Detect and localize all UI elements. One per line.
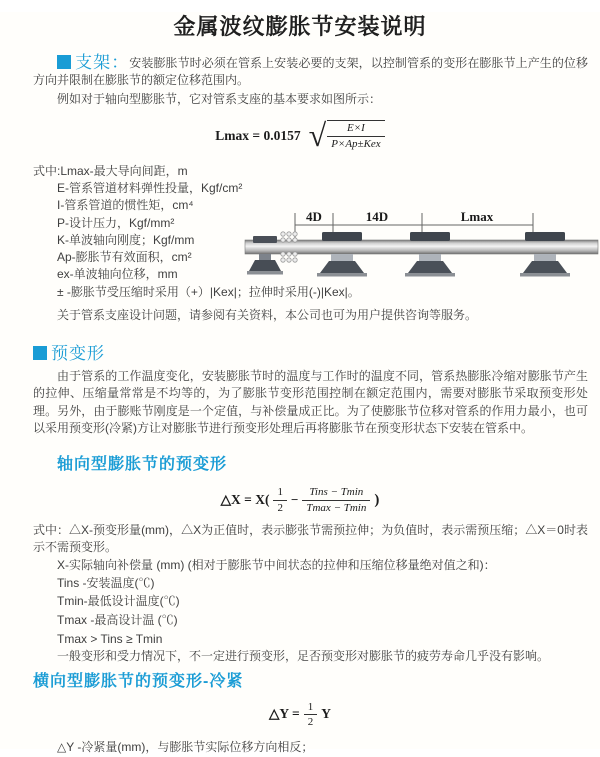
- lateral-note-line: △Y -冷紧量(mm)，与膨胀节实际位移方向相反；: [57, 740, 314, 755]
- support-intro-text: 安装膨胀节时必须在管系上安装必要的支架，以控制管系的变形在膨胀节上产生的位移方向并限制在膨胀节的额定位移范围内。: [33, 56, 588, 88]
- section-bullet-icon: [33, 346, 47, 360]
- temp-denominator: Tmax − Tmin: [302, 500, 370, 515]
- support-note-line: 关于管系支座设计问题，请参阅有关资料，本公司也可为用户提供咨询等服务。: [57, 307, 478, 322]
- support-intro-paragraph: [33, 54, 588, 89]
- formula-var-Ap: Ap-膨胀节有效面积，cm²: [57, 250, 192, 265]
- pipe-support-diagram: [243, 205, 600, 283]
- support-section-label: 支架：: [75, 53, 130, 72]
- lmax-formula-denominator: P×Ap±Kex: [327, 136, 385, 151]
- support-example-line: 例如对于轴向型膨胀节，它对管系支座的基本要求如图所示：: [57, 92, 382, 107]
- half-numerator: 1: [277, 486, 283, 499]
- formula-var-sign: ± -膨胀节受压缩时采用（+）|Kex|；拉伸时采用(-)|Kex|。: [57, 284, 360, 299]
- half-numerator: 1: [307, 700, 314, 713]
- axial-formula-half-fraction: [273, 485, 287, 515]
- pipe-body: [245, 240, 598, 254]
- axial-formula-lhs: △X = X(: [220, 492, 270, 508]
- formula-var-P: P-设计压力，Kgf/mm²: [57, 215, 175, 230]
- half-denominator: 2: [304, 714, 318, 729]
- lateral-formula-lhs: △Y =: [269, 706, 300, 722]
- lmax-formula-numerator: E×I: [347, 122, 365, 135]
- formula-var-I: I-管系管道的惯性矩，cm⁴: [57, 198, 194, 213]
- half-denominator: 2: [273, 500, 287, 515]
- page-title: 金属波纹膨胀节安装说明: [173, 14, 427, 39]
- axial-temp-relation: Tmax > Tins ≥ Tmin: [57, 631, 163, 646]
- dim-label-4d: 4D: [306, 209, 322, 224]
- predeform-body-paragraph: 由于管系的工作温度变化，安装膨胀节时的温度与工作时的温度不同，管系热膨胀冷缩对膨胀节产生的拉伸、压缩量常常是不均等的，为了膨胀节变形范围控制在额定范围内，需要对膨胀节采取预变形处理。另外，由于膨账节刚度是一个定值，与补偿量成正比。为了使膨胀节位移对管系的作用力最小，也可以采用预变形(冷紧)方让对膨胀节进行预变形处理后再将膨胀节在预变形状态下安装在管系中。: [33, 369, 588, 435]
- lateral-formula-half-fraction: [304, 700, 318, 730]
- lateral-formula-rhs: Y: [321, 706, 331, 722]
- temp-numerator: Tins − Tmin: [309, 486, 364, 499]
- dim-label-14d: 14D: [365, 209, 389, 224]
- axial-where-paragraph: 式中：△X-预变形量(mm)，△X为正值时，表示膨张节需预拉伸；为负值时，表示需预压缩；△X＝0时表示不需预变形。: [33, 523, 588, 555]
- axial-formula: [0, 483, 600, 517]
- document-page: [0, 12, 600, 755]
- formula-var-E: E-管系管道材料弹性投量，Kgf/cm²: [57, 180, 243, 195]
- axial-subsection-heading: 轴向型膨胀节的预变形: [57, 456, 228, 474]
- lmax-formula-fraction: [327, 120, 385, 151]
- formula-var-K: K-单波轴向刚度；Kgf/mm: [57, 232, 195, 247]
- lmax-formula-lhs: Lmax = 0.0157: [215, 127, 301, 143]
- lateral-subsection-heading: 横向型膨胀节的预变形-冷紧: [33, 673, 244, 691]
- formula-var-ex: ex-单波轴向位移，mm: [57, 267, 178, 282]
- predeform-section-heading: [33, 339, 600, 364]
- lmax-formula: [0, 117, 600, 155]
- formula-where-intro: 式中:Lmax-最大导向间距，m: [33, 163, 188, 178]
- axial-temp-tmin: Tmin-最低设计温度(℃): [57, 594, 180, 609]
- minus-sign: −: [290, 492, 299, 508]
- axial-formula-temp-fraction: [302, 485, 370, 515]
- predeform-section-label: 预变形: [51, 344, 105, 364]
- axial-temp-tins: Tins -安装温度(℃): [57, 575, 155, 590]
- closing-paren: ): [374, 491, 380, 508]
- axial-temp-tmax: Tmax -最高设计温 (℃): [57, 612, 178, 627]
- section-bullet-icon: [57, 55, 71, 69]
- dim-label-lmax: Lmax: [460, 209, 494, 224]
- axial-note-line: 一般变形和受力情况下，不一定进行预变形，足否预变形对膨胀节的疲劳寿命几乎没有影响。: [57, 649, 550, 664]
- lateral-formula: [0, 699, 600, 729]
- axial-x-definition: X-实际轴向补偿量 (mm) (相对于膨胀节中间状态的拉伸和压缩位移量绝对值之和)：: [57, 557, 496, 572]
- square-root-symbol: √: [308, 117, 327, 154]
